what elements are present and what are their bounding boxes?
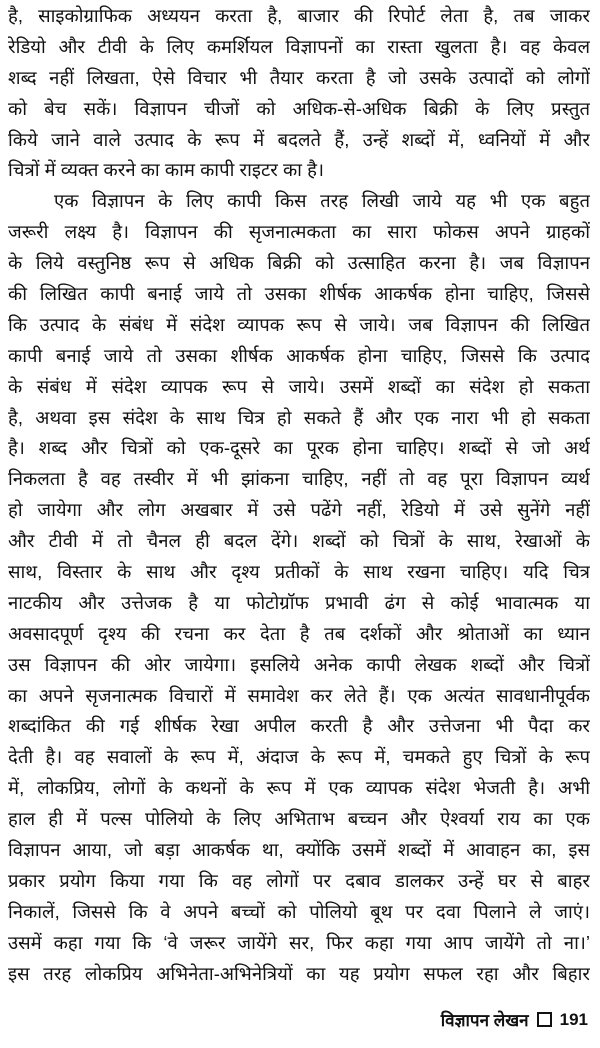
text-line: चित्रों में व्यक्त करने का काम कापी राइटर का है। [8,159,324,181]
text-line: है, साइकोग्राफिक अध्ययन करता है, बाजार की रिपोर्ट लेता है, तब जाकर [8,5,590,26]
page-footer [441,1008,588,1031]
text-line: शब्द नहीं लिखता, ऐसे विचार भी तैयार करता है जो उसके उत्पादों को लोगों [8,66,590,88]
text-line: साथ, विस्तार के साथ और दृश्य प्रतीकों के साथ रखना चाहिए। यदि चित्र [8,561,590,583]
text-line: निकालें, जिससे कि वे अपने बच्चों को पोलियो बूथ पर दवा पिलाने ले जाएं। [8,900,590,922]
text-line: कि उत्पाद के संबंध में संदेश व्यापक रूप से जाये। जब विज्ञापन की लिखित [8,313,590,335]
footer-title: विज्ञापन लेखन [440,1011,529,1030]
text-line: का अपने सृजनात्मक विचारों में समावेश कर लेते हैं। एक अत्यंत सावधानीपूर्वक [8,684,590,706]
text-line: है। शब्द और चित्रों को एक-दूसरे का पूरक होना चाहिए। शब्दों से जो अर्थ [8,437,590,459]
text-line: हाल ही में पल्स पोलियो के लिए अभिताभ बच्चन और ऐश्वर्या राय का एक [8,808,590,830]
page-number: 191 [559,1009,588,1029]
text-line: अवसादपूर्ण दृश्य की रचना कर देता है तब दर्शकों और श्रोताओं का ध्यान [8,622,590,644]
text-line: में, लोकप्रिय, लोगों के कथनों के रूप में एक व्यापक संदेश भेजती है। अभी [8,777,590,799]
text-line: है, अथवा इस संदेश के साथ चित्र हो सकते हैं और एक नारा भी हो सकता [8,406,590,428]
text-line: के संबंध में संदेश व्यापक रूप से जाये। उसमें शब्दों का संदेश हो सकता [8,375,590,397]
square-box-icon [537,1012,552,1027]
text-line: देती है। वह सवालों के रूप में, अंदाज के रूप में, चमकते हुए चित्रों के रूप [8,746,590,768]
text-line: हो जायेगा और लोग अखबार में उसे पढेंगे नहीं, रेडियो में उसे सुनेंगे नहीं [8,499,590,521]
text-line: किये जाने वाले उत्पाद के रूप में बदलते हैं, उन्हें शब्दों में, ध्वनियों में और [8,128,590,150]
text-line: रेडियो और टीवी के लिए कमर्शियल विज्ञापनों का रास्ता खुलता है। वह केवल [8,35,590,57]
text-line: इस तरह लोकप्रिय अभिनेता-अभिनेत्रियों का यह प्रयोग सफल रहा और बिहार [8,962,590,984]
text-line: की लिखित कापी बनाई जाये तो उसका शीर्षक आकर्षक होना चाहिए, जिससे [8,283,590,305]
page-body-text [8,1,590,990]
text-line: उस विज्ञापन की ओर जायेगा। इसलिये अनेक कापी लेखक शब्दों और चित्रों [8,653,590,675]
text-line: विज्ञापन आया, जो बड़ा आकर्षक था, क्योंकि उसमें शब्दों में आवाहन का, इस [8,839,590,861]
text-line: शब्दांकित की गई शीर्षक रेखा अपील करती है और उत्तेजना भी पैदा कर [8,715,590,737]
text-line: को बेच सकें। विज्ञापन चीजों को अधिक-से-अधिक बिक्री के लिए प्रस्तुत [8,97,590,119]
text-line: जरूरी लक्ष्य है। विज्ञापन की सृजनात्मकता का सारा फोकस अपने ग्राहकों [8,221,590,243]
text-line: उसमें कहा गया कि ‘वे जरूर जायेंगे सर, फिर कहा गया आप जायेंगे तो ना।’ [8,931,590,953]
text-line: निकलता है वह तस्वीर में भी झांकना चाहिए, नहीं तो वह पूरा विज्ञापन व्यर्थ [8,468,590,490]
text-line: कापी बनाई जाये तो उसका शीर्षक आकर्षक होना चाहिए, जिससे कि उत्पाद [8,344,590,366]
text-line: एक विज्ञापन के लिए कापी किस तरह लिखी जाये यह भी एक बहुत [54,190,590,212]
text-line: और टीवी में तो चैनल ही बदल देंगे। शब्दों को चित्रों के साथ, रेखाओं के [8,530,590,552]
text-line: प्रकार प्रयोग किया गया कि वह लोगों पर दबाव डालकर उन्हें घर से बाहर [8,869,590,891]
text-line: नाटकीय और उत्तेजक है या फोटोग्रॉफ प्रभावी ढंग से कोई भावात्मक या [8,591,590,613]
text-line: के लिये वस्तुनिष्ठ रूप से अधिक बिक्री को उत्साहित करना है। जब विज्ञापन [8,252,590,274]
